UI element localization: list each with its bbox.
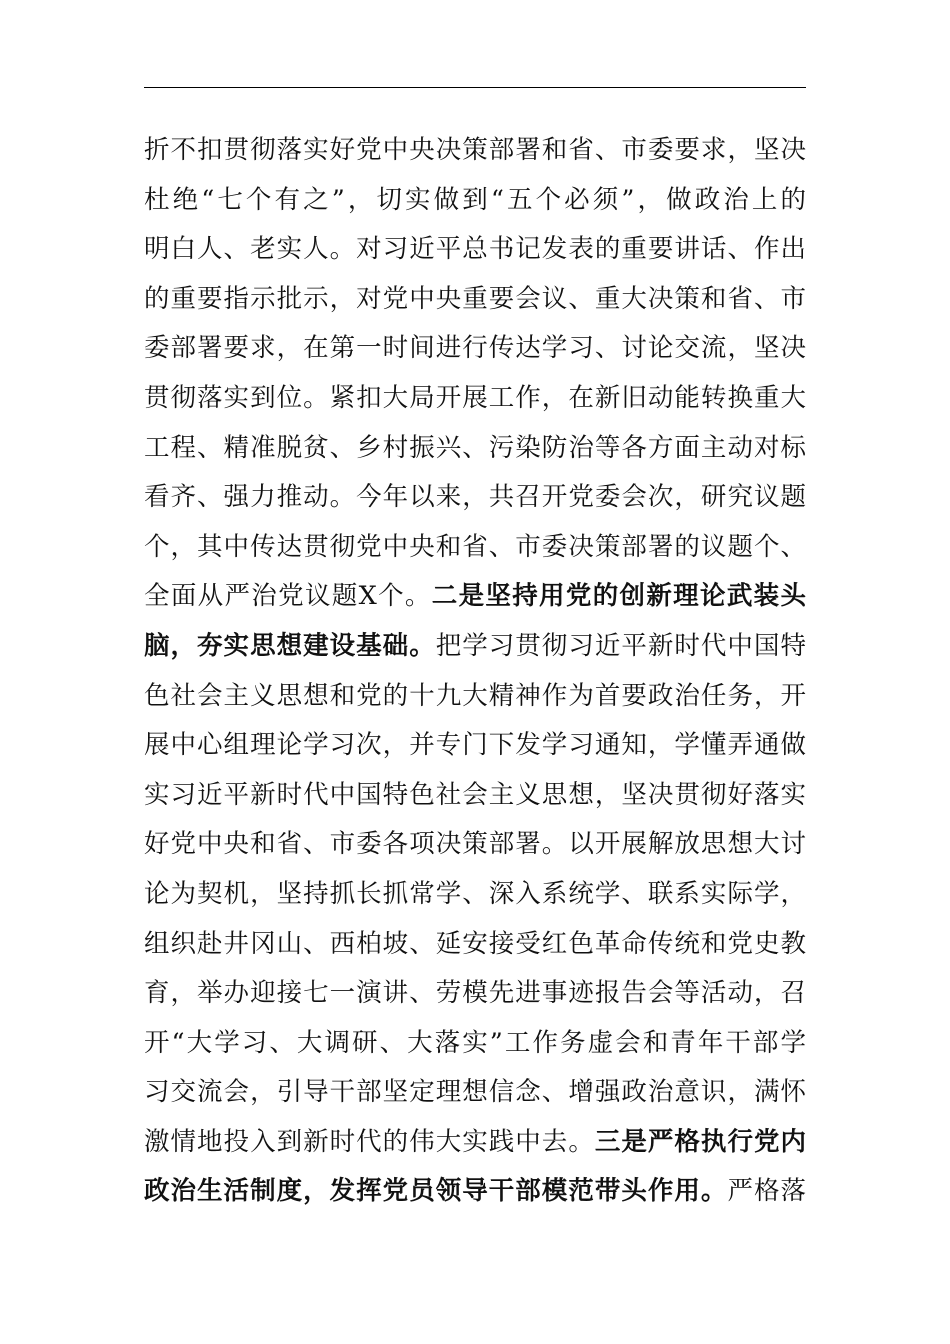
text-line: 个，其中传达贯彻党中央和省、市委决策部署的议题个、 [144, 531, 806, 562]
text-line: 贯彻落实到位。紧扣大局开展工作，在新旧动能转换重大 [144, 382, 806, 413]
text-line: 委部署要求，在第一时间进行传达学习、讨论交流，坚决 [144, 333, 806, 364]
header-rule [144, 87, 806, 88]
text-line [144, 572, 806, 622]
text-run: 把学习贯彻习近平新时代中国特 [435, 630, 806, 661]
text-line: 展中心组理论学习次，并专门下发学习通知，学懂弄通做 [144, 730, 806, 761]
text-line [144, 1167, 806, 1217]
text-run: 严格落 [727, 1176, 806, 1207]
text-line: 开“大学习、大调研、大落实”工作务虚会和青年干部学 [144, 1027, 806, 1058]
text-line: 色社会主义思想和党的十九大精神作为首要政治任务，开 [144, 680, 806, 711]
text-line: 杜绝“七个有之”，切实做到“五个必须”，做政治上的 [144, 184, 806, 215]
text-line: 组织赴井冈山、西柏坡、延安接受红色革命传统和党史教 [144, 928, 806, 959]
text-line: 的重要指示批示，对党中央重要会议、重大决策和省、市 [144, 283, 806, 314]
text-line: 论为契机，坚持抓长抓常学、深入系统学、联系实际学， [144, 878, 806, 909]
text-line [144, 622, 806, 672]
text-line [144, 1118, 806, 1168]
bold-heading-run: 三是严格执行党内 [594, 1126, 806, 1157]
text-run: 全面从严治党议题X个。 [144, 581, 432, 612]
document-body [144, 126, 806, 1217]
bold-heading-run: 政治生活制度，发挥党员领导干部模范带头作用。 [144, 1176, 728, 1207]
bold-heading-run: 脑，夯实思想建设基础。 [144, 630, 436, 661]
text-line: 习交流会，引导干部坚定理想信念、增强政治意识，满怀 [144, 1077, 806, 1108]
text-line: 好党中央和省、市委各项决策部署。以开展解放思想大讨 [144, 829, 806, 860]
text-line: 折不扣贯彻落实好党中央决策部署和省、市委要求，坚决 [144, 135, 806, 165]
text-line: 明白人、老实人。对习近平总书记发表的重要讲话、作出 [144, 234, 806, 265]
text-run: 激情地投入到新时代的伟大实践中去。 [144, 1126, 595, 1157]
text-line: 看齐、强力推动。今年以来，共召开党委会次，研究议题 [144, 482, 806, 513]
text-line: 实习近平新时代中国特色社会主义思想，坚决贯彻好落实 [144, 779, 806, 810]
text-line: 育，举办迎接七一演讲、劳模先进事迹报告会等活动，召 [144, 978, 806, 1009]
text-line: 工程、精准脱贫、乡村振兴、污染防治等各方面主动对标 [144, 432, 806, 463]
bold-heading-run: 二是坚持用党的创新理论武装头 [431, 581, 806, 612]
